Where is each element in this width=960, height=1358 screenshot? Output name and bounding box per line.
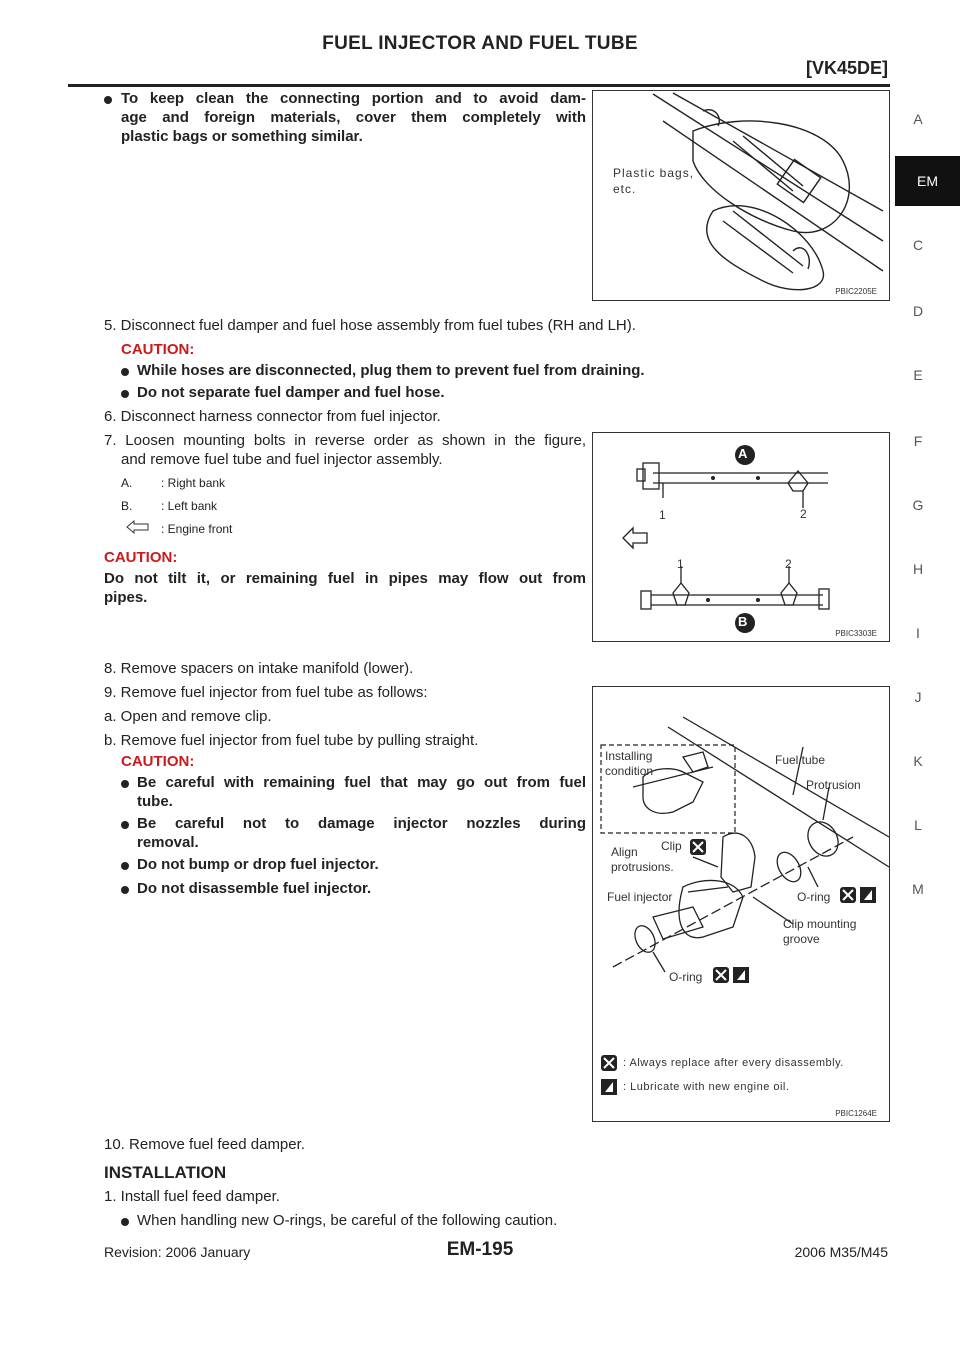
bullet-icon bbox=[121, 780, 129, 788]
footer-model: 2006 M35/M45 bbox=[794, 1244, 888, 1260]
installation-step-1: 1. Install fuel feed damper. bbox=[104, 1188, 280, 1205]
step-7-line-2: and remove fuel tube and fuel injector assembly. bbox=[121, 451, 443, 468]
footer-revision: Revision: 2006 January bbox=[104, 1244, 251, 1260]
intro-line-3: plastic bags or something similar. bbox=[121, 128, 363, 145]
step-9b-caution-4: Do not disassemble fuel injector. bbox=[137, 880, 372, 897]
legend-lubricate: : Lubricate with new engine oil. bbox=[623, 1081, 790, 1093]
plastic-bags-illustration bbox=[593, 91, 889, 300]
label-o-ring-injector: O-ring bbox=[669, 970, 703, 984]
legend-value-b: : Left bank bbox=[161, 499, 218, 513]
step-9b-caution-3: Do not bump or drop fuel injector. bbox=[137, 856, 379, 873]
figure-injector-removal bbox=[592, 686, 890, 1122]
index-tab-k[interactable]: K bbox=[913, 753, 923, 769]
label-condition: condition bbox=[605, 764, 654, 778]
index-tab-h[interactable]: H bbox=[912, 561, 924, 577]
page-number: EM-195 bbox=[446, 1239, 514, 1260]
engine-front-arrow-icon bbox=[126, 520, 150, 534]
bullet-icon bbox=[104, 96, 112, 104]
label-clip: Clip bbox=[661, 839, 682, 853]
figure-code: PBIC1264E bbox=[835, 1109, 877, 1118]
step-6: 6. Disconnect harness connector from fuel injector. bbox=[104, 408, 441, 425]
label-clip-mounting: Clip mounting bbox=[783, 917, 857, 931]
bolt-number-2b: 2 bbox=[785, 557, 792, 571]
index-tab-e[interactable]: E bbox=[913, 367, 923, 383]
installation-bullet: When handling new O-rings, be careful of the following caution. bbox=[137, 1212, 558, 1229]
bullet-icon bbox=[121, 886, 129, 894]
clip-replace-icon bbox=[690, 839, 706, 855]
step-7-caution-line-1: Do not tilt it, or remaining fuel in pipes may flow out from bbox=[104, 570, 586, 587]
legend-always-replace: : Always replace after every disassembly. bbox=[623, 1057, 844, 1069]
step-5-caution-2: Do not separate fuel damper and fuel hose. bbox=[137, 384, 445, 401]
step-9a: a. Open and remove clip. bbox=[104, 708, 272, 725]
index-tab-g[interactable]: G bbox=[912, 497, 924, 513]
index-tab-j[interactable]: J bbox=[914, 689, 922, 705]
bolt-number-1a: 1 bbox=[659, 508, 666, 522]
index-tab-d[interactable]: D bbox=[912, 303, 924, 319]
figure-code: PBIC2205E bbox=[835, 287, 877, 296]
step-9b-caution-2-line-1: Be careful not to damage injector nozzles during bbox=[137, 815, 586, 832]
index-tab-f[interactable]: F bbox=[913, 433, 923, 449]
legend-key-a: A. bbox=[121, 476, 133, 490]
fuel-tube-bolts-illustration bbox=[593, 433, 889, 641]
caution-label: CAUTION: bbox=[121, 341, 195, 358]
callout-plastic-bags-1: Plastic bags, bbox=[613, 166, 695, 180]
lubricate-icon bbox=[733, 967, 749, 983]
label-installing: Installing bbox=[605, 749, 653, 763]
engine-code: [VK45DE] bbox=[805, 58, 888, 78]
label-fuel-tube: Fuel tube bbox=[775, 753, 826, 767]
label-protrusions: protrusions. bbox=[611, 860, 674, 874]
header-rule bbox=[68, 84, 890, 87]
bullet-icon bbox=[121, 821, 129, 829]
step-7-line-1: 7. Loosen mounting bolts in reverse order as shown in the figure, bbox=[104, 432, 586, 449]
figure-plastic-bags bbox=[592, 90, 890, 301]
step-9: 9. Remove fuel injector from fuel tube as follows: bbox=[104, 684, 428, 701]
index-tab-i[interactable]: I bbox=[916, 625, 920, 641]
page-title: FUEL INJECTOR AND FUEL TUBE bbox=[322, 33, 638, 54]
section-heading-installation: INSTALLATION bbox=[104, 1163, 227, 1182]
lubricate-icon bbox=[601, 1079, 617, 1095]
label-fuel-injector: Fuel injector bbox=[607, 890, 673, 904]
bank-label-b: B bbox=[738, 614, 748, 629]
bullet-icon bbox=[121, 1218, 129, 1226]
step-9b-caution-1-line-2: tube. bbox=[137, 793, 173, 810]
step-9b-caution-2-line-2: removal. bbox=[137, 834, 199, 851]
index-tab-em-active[interactable]: EM bbox=[895, 156, 960, 206]
replace-icon bbox=[601, 1055, 617, 1071]
step-7-caution-line-2: pipes. bbox=[104, 589, 148, 606]
index-tab-a[interactable]: A bbox=[913, 111, 923, 127]
intro-line-2: age and foreign materials, cover them completely with bbox=[121, 109, 586, 126]
caution-label: CAUTION: bbox=[104, 549, 178, 566]
step-9b: b. Remove fuel injector from fuel tube by pulling straight. bbox=[104, 732, 479, 749]
caution-label: CAUTION: bbox=[121, 753, 195, 770]
figure-bolt-order bbox=[592, 432, 890, 642]
bullet-icon bbox=[121, 390, 129, 398]
label-align: Align bbox=[611, 845, 638, 859]
replace-icon bbox=[713, 967, 729, 983]
lubricate-icon bbox=[860, 887, 876, 903]
bullet-icon bbox=[121, 862, 129, 870]
step-9b-caution-1-line-1: Be careful with remaining fuel that may go out from fuel bbox=[137, 774, 586, 791]
legend-value-front: : Engine front bbox=[161, 522, 233, 536]
bolt-number-2a: 2 bbox=[800, 507, 807, 521]
step-8: 8. Remove spacers on intake manifold (lower). bbox=[104, 660, 414, 677]
step-5: 5. Disconnect fuel damper and fuel hose assembly from fuel tubes (RH and LH). bbox=[104, 317, 636, 334]
legend-value-a: : Right bank bbox=[161, 476, 226, 490]
bullet-icon bbox=[121, 368, 129, 376]
step-5-caution-1: While hoses are disconnected, plug them to prevent fuel from draining. bbox=[137, 362, 645, 379]
intro-line-1: To keep clean the connecting portion and to avoid dam- bbox=[121, 90, 586, 107]
bank-label-a: A bbox=[738, 446, 748, 461]
figure-code: PBIC3303E bbox=[835, 629, 877, 638]
step-10: 10. Remove fuel feed damper. bbox=[104, 1136, 305, 1153]
callout-plastic-bags-2: etc. bbox=[613, 182, 637, 196]
index-tab-l[interactable]: L bbox=[914, 817, 922, 833]
label-protrusion: Protrusion bbox=[806, 778, 861, 792]
replace-icon bbox=[840, 887, 856, 903]
label-groove: groove bbox=[783, 932, 820, 946]
legend-key-b: B. bbox=[121, 499, 133, 513]
bolt-number-1b: 1 bbox=[677, 557, 684, 571]
index-tab-m[interactable]: M bbox=[912, 881, 924, 897]
index-tab-c[interactable]: C bbox=[912, 237, 924, 253]
label-o-ring-tube: O-ring bbox=[797, 890, 831, 904]
